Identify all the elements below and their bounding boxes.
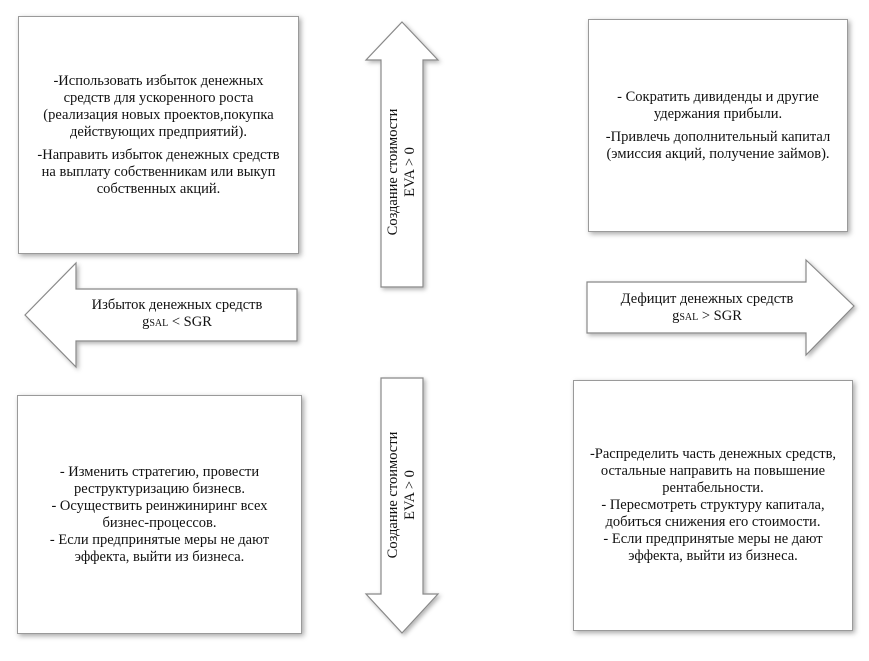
right-arrow-label [592,291,822,326]
up-arrow-label-line1: Создание стоимости [385,108,401,236]
right-arrow-formula [592,308,822,326]
bottom-left-text-3: - Если предпринятые меры не дают эффекта, выйти из бизнеса. [49,531,270,565]
left-arrow-label [62,297,292,332]
down-arrow-label [385,432,419,559]
right-formula-sub: SAL [679,312,699,323]
bottom-right-text-3: - Если предпринятые меры не дают эффекта, выйти из бизнеса. [603,531,823,564]
top-left-text-1: -Использовать избыток денежных средств для ускоренного роста (реализация новых проектов,покупка действующих предприятий). [43,72,274,140]
top-left-text-2: -Направить избыток денежных средств на выплату собственникам или выкуп собственных акций. [37,146,280,197]
left-formula-rest: < SGR [168,314,212,330]
left-formula-var: g [142,314,150,330]
bottom-right-text-1: -Распределить часть денежных средств, остальные направить на повышение рентабельности. [589,446,837,496]
top-right-text-1: - Сократить дивиденды и другие удержания прибыли. [617,88,819,122]
bottom-right-text-2: - Пересмотреть структуру капитала, добиться снижения его стоимости. [601,497,825,530]
up-arrow-label-line2: EVA > 0 [402,147,418,197]
left-arrow-title: Избыток денежных средств [91,297,263,313]
right-arrow-title: Дефицит денежных средств [620,291,794,307]
down-arrow-label-line1: Создание стоимости [385,431,401,559]
right-formula-rest: > SGR [698,308,742,324]
right-formula-var: g [672,308,680,324]
bottom-left-text-1: - Изменить стратегию, провести реструктуризацию бизнесв. [59,463,260,497]
bottom-left-text-2: - Осуществить реинжиниринг всех бизнес-процессов. [51,497,268,531]
left-formula-sub: SAL [149,318,169,329]
top-right-text-2: -Привлечь дополнительный капитал (эмиссия акций, получение займов). [605,128,831,162]
left-arrow-formula [62,314,292,332]
up-arrow-label [385,109,419,236]
down-arrow-label-line2: EVA > 0 [402,470,418,520]
